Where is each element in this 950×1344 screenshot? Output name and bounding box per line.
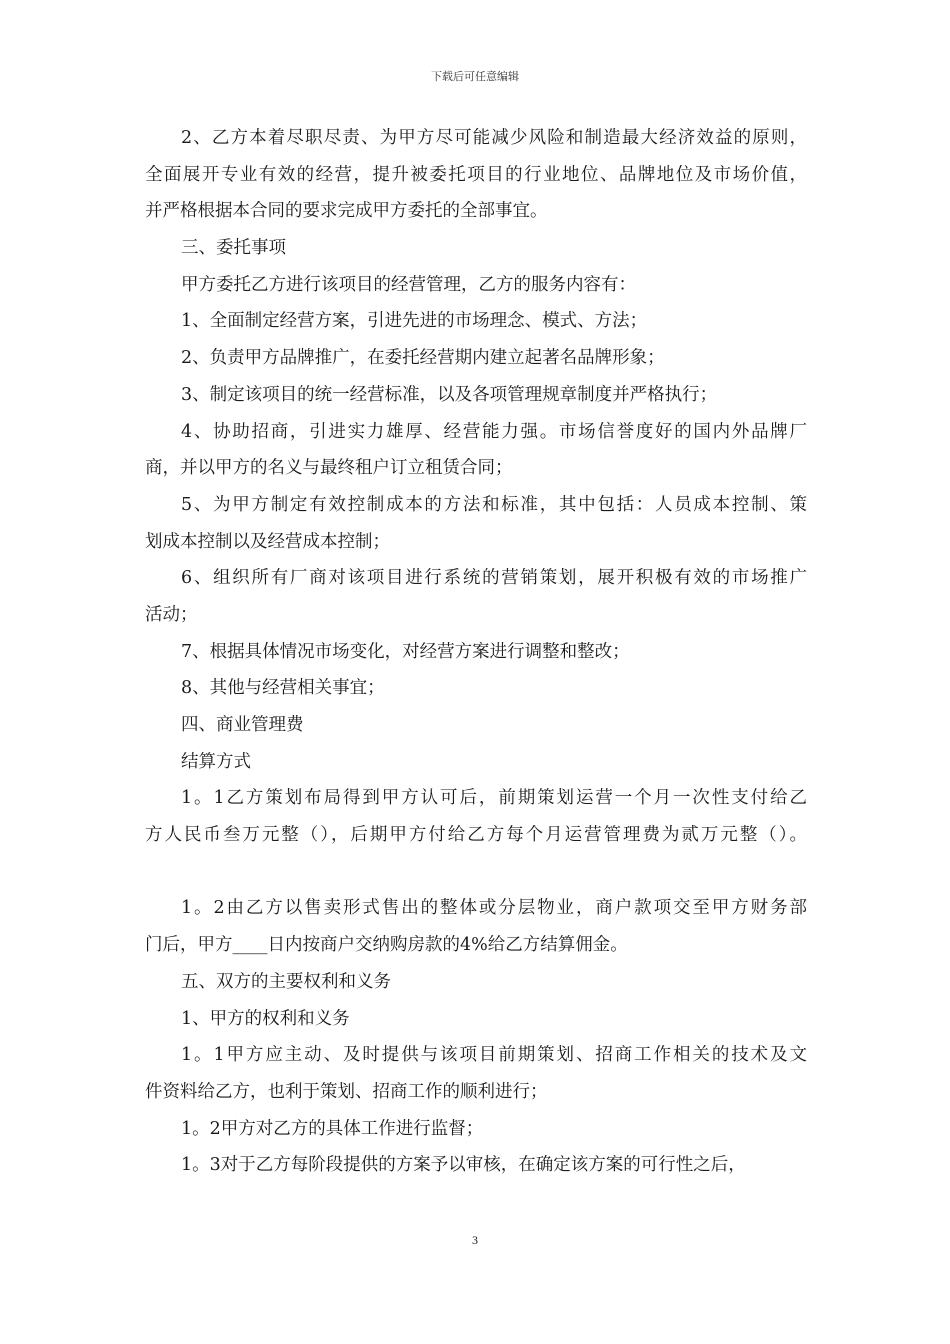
list-item: 2、负责甲方品牌推广，在委托经营期内建立起著名品牌形象； bbox=[181, 348, 665, 369]
paragraph-line: 并严格根据本合同的要求完成甲方委托的全部事宜。 bbox=[145, 201, 548, 222]
clause-line: 1。3对于乙方每阶段提供的方案予以审核，在确定该方案的可行性之后， bbox=[181, 1155, 746, 1176]
subsection-heading: 结算方式 bbox=[181, 751, 251, 772]
paragraph-line: 全面展开专业有效的经营，提升被委托项目的行业地位、品牌地位及市场价值， bbox=[145, 164, 807, 185]
clause-line: 方人民币叁万元整（），后期甲方付给乙方每个月运营管理费为贰万元整（）。 bbox=[145, 825, 807, 846]
paragraph-line: 甲方委托乙方进行该项目的经营管理，乙方的服务内容有： bbox=[181, 274, 636, 295]
list-item-continuation: 商，并以甲方的名义与最终租户订立租赁合同； bbox=[145, 458, 513, 479]
section-heading: 四、商业管理费 bbox=[181, 715, 304, 735]
list-item-continuation: 划成本控制以及经营成本控制； bbox=[145, 531, 390, 552]
document-body bbox=[145, 120, 807, 1184]
clause-line: 1。2甲方对乙方的具体工作进行监督； bbox=[181, 1118, 484, 1139]
section-heading: 五、双方的主要权利和义务 bbox=[181, 971, 391, 992]
list-item: 1、全面制定经营方案，引进先进的市场理念、模式、方法； bbox=[181, 311, 648, 332]
clause-line: 件资料给乙方，也利于策划、招商工作的顺利进行； bbox=[145, 1081, 548, 1102]
clause-line: 1。1甲方应主动、及时提供与该项目前期策划、招商工作相关的技术及文 bbox=[181, 1045, 807, 1066]
page-header-note: 下载后可任意编辑 bbox=[431, 70, 519, 83]
clause-line: 门后，甲方____日内按商户交纳购房款的4%给乙方结算佣金。 bbox=[145, 935, 628, 956]
list-item-continuation: 活动； bbox=[145, 604, 198, 625]
list-item: 4、协助招商，引进实力雄厚、经营能力强。市场信誉度好的国内外品牌厂 bbox=[181, 421, 807, 442]
page-number: 3 bbox=[472, 1233, 478, 1247]
section-heading: 三、委托事项 bbox=[181, 238, 286, 259]
list-item: 5、为甲方制定有效控制成本的方法和标准，其中包括：人员成本控制、策 bbox=[181, 494, 807, 515]
list-item: 8、其他与经营相关事宜； bbox=[181, 678, 385, 699]
list-item: 6、组织所有厂商对该项目进行系统的营销策划，展开积极有效的市场推广 bbox=[181, 568, 807, 589]
clause-line: 1。2由乙方以售卖形式售出的整体或分层物业，商户款项交至甲方财务部 bbox=[181, 898, 807, 919]
paragraph-line: 2、乙方本着尽职尽责、为甲方尽可能减少风险和制造最大经济效益的原则， bbox=[181, 128, 807, 148]
clause-line: 1。1乙方策划布局得到甲方认可后，前期策划运营一个月一次性支付给乙 bbox=[181, 788, 807, 809]
list-item: 7、根据具体情况市场变化，对经营方案进行调整和整改； bbox=[181, 641, 630, 662]
blank-line bbox=[145, 854, 807, 891]
subsection-heading: 1、甲方的权利和义务 bbox=[181, 1008, 350, 1029]
list-item: 3、制定该项目的统一经营标准，以及各项管理规章制度并严格执行； bbox=[181, 384, 718, 405]
